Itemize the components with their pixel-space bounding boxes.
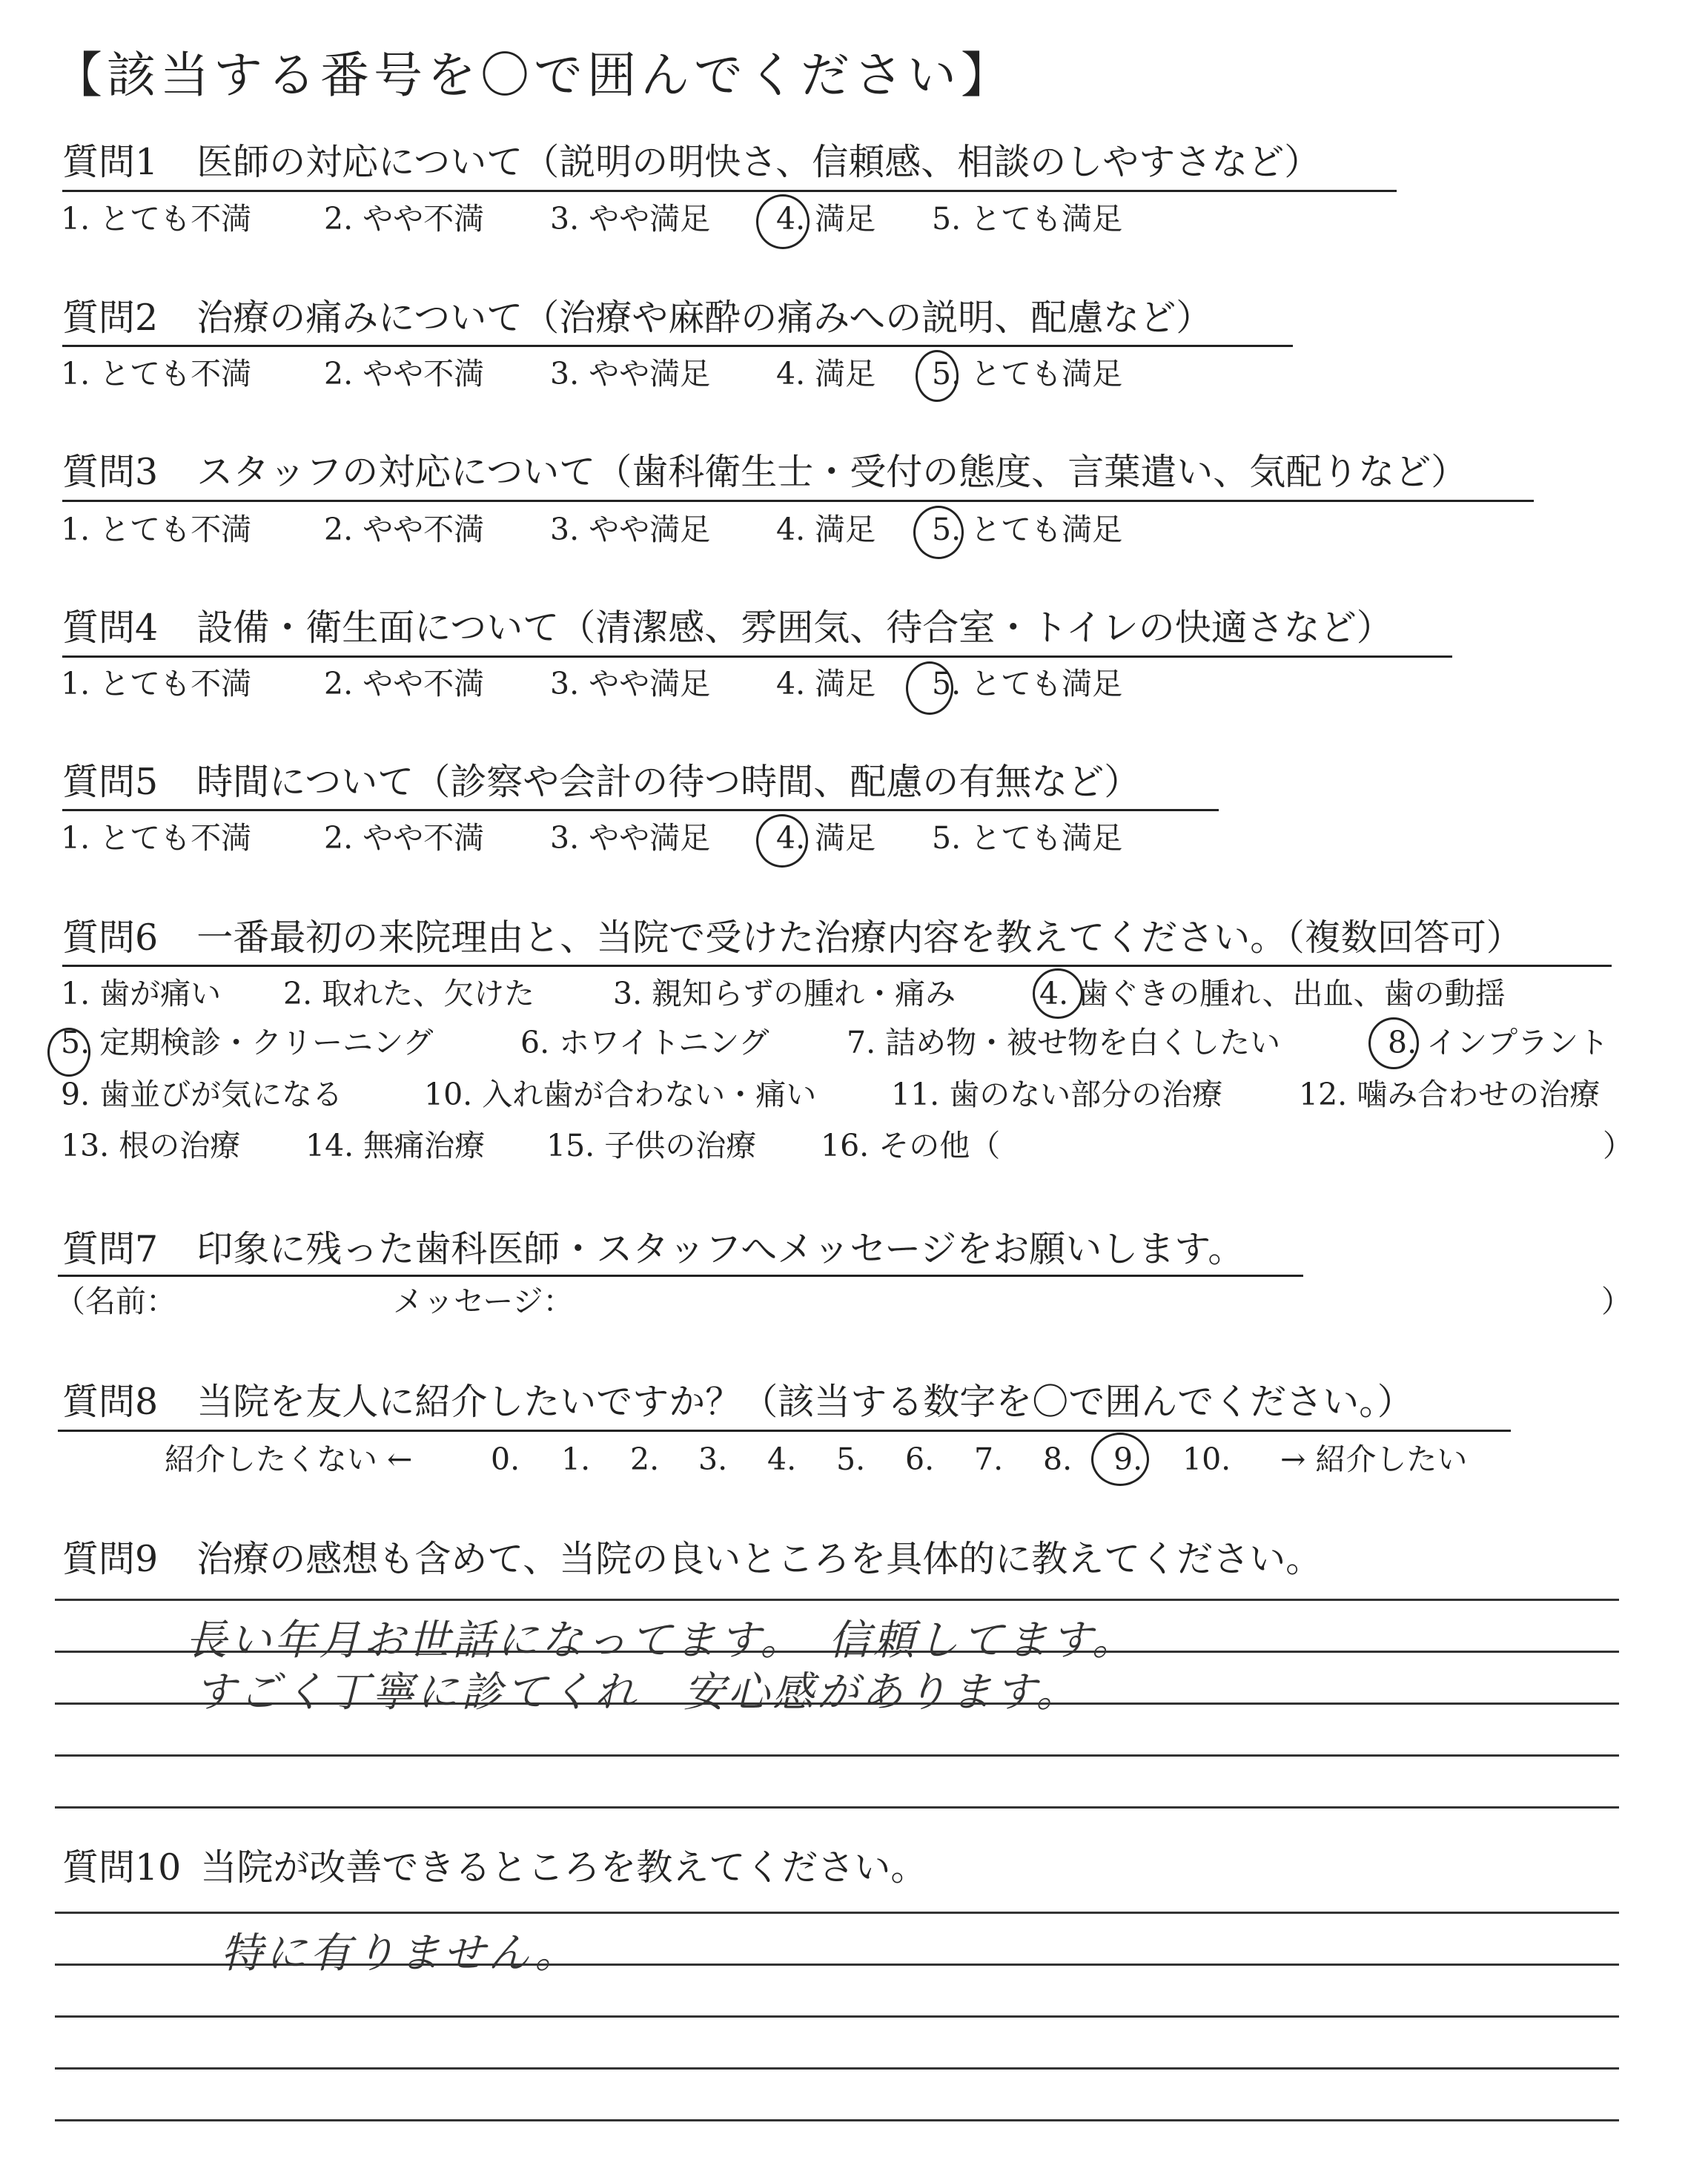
q2-option-1[interactable]: 1. とても不満 [61,356,252,392]
q8-text: 当院を友人に紹介したいですか？（該当する数字を〇で囲んでください。） [196,1381,1414,1423]
q3-option-4[interactable]: 4. 満足 [776,512,876,547]
q9-handwritten-line-1: 長い年月お世話になってます。 信頼してます。 [185,1616,1137,1665]
q8-option-5[interactable]: 5. [836,1441,866,1477]
q8-option-7[interactable]: 7. [974,1441,1004,1477]
q9-write-line-1 [55,1599,1619,1601]
q1-underline [62,190,1397,192]
q7-message-label: メッセージ： [393,1284,574,1319]
q8-underline [58,1430,1511,1432]
q8-option-0[interactable]: 0. [491,1441,520,1477]
q5-option-3[interactable]: 3. やや満足 [550,820,711,856]
q10-write-line-4 [55,2067,1619,2070]
q6-option-12[interactable]: 12. 噛み合わせの治療 [1299,1077,1601,1112]
q8-option-2[interactable]: 2. [630,1441,660,1477]
q9-write-line-5 [55,1806,1619,1809]
q4-option-2[interactable]: 2. やや不満 [324,666,485,701]
q2-option-3[interactable]: 3. やや満足 [550,356,711,392]
q6-option-3[interactable]: 3. 親知らずの腫れ・痛み [613,976,956,1011]
q6-other-close: ） [1603,1128,1633,1163]
q7-underline [58,1275,1303,1277]
q6-text: 一番最初の来院理由と、当院で受けた治療内容を教えてください。（複数回答可） [196,916,1523,959]
q6-option-10[interactable]: 10. 入れ歯が合わない・痛い [424,1077,817,1112]
q8-answer-circle [1091,1433,1149,1486]
q8-option-1[interactable]: 1. [561,1441,591,1477]
q7-name-label: （名前： [55,1284,176,1319]
q6-option-7[interactable]: 7. 詰め物・被せ物を白くしたい [847,1025,1281,1060]
q7-heading [62,1228,1245,1270]
q2-label: 質問2 [62,297,159,339]
q3-answer-circle [913,506,964,559]
q10-write-line-1 [55,1912,1619,1914]
q1-label: 質問1 [62,141,159,183]
q6-option-9[interactable]: 9. 歯並びが気になる [61,1077,343,1112]
q6-option-4[interactable]: 4. 歯ぐきの腫れ、出血、歯の動揺 [1039,976,1506,1011]
q2-option-4[interactable]: 4. 満足 [776,356,876,392]
q6-option-6[interactable]: 6. ホワイトニング [520,1025,769,1060]
q6-answer-circle-5 [47,1028,90,1077]
q7-label: 質問7 [62,1228,159,1270]
q3-option-3[interactable]: 3. やや満足 [550,512,711,547]
q4-label: 質問4 [62,607,159,649]
q10-text: 当院が改善できるところを教えてください。 [200,1846,927,1889]
q6-option-14[interactable]: 14. 無痛治療 [305,1128,486,1163]
q6-option-8[interactable]: 8. インプラント [1388,1025,1609,1060]
q9-handwritten-line-2: すごく丁寧に診てくれ 安心感があります。 [194,1668,1081,1717]
q4-option-3[interactable]: 3. やや満足 [550,666,711,701]
q2-heading [62,297,1213,339]
q5-label: 質問5 [62,761,159,803]
q3-label: 質問3 [62,451,159,493]
q8-label: 質問8 [62,1381,159,1423]
q5-option-5[interactable]: 5. とても満足 [932,820,1123,856]
q6-option-5[interactable]: 5. 定期検診・クリーニング [61,1025,434,1060]
q2-text: 治療の痛みについて（治療や麻酔の痛みへの説明、配慮など） [196,297,1213,339]
q8-option-9[interactable]: 9. [1113,1441,1143,1477]
q5-option-1[interactable]: 1. とても不満 [61,820,252,856]
q8-option-10[interactable]: 10. [1182,1441,1231,1477]
q4-text: 設備・衛生面について（清潔感、雰囲気、待合室・トイレの快適さなど） [196,607,1393,649]
q7-close-paren: ） [1601,1284,1632,1319]
q10-write-line-5 [55,2119,1619,2121]
q4-option-4[interactable]: 4. 満足 [776,666,876,701]
q1-option-5[interactable]: 5. とても満足 [932,201,1123,237]
q6-option-15[interactable]: 15. 子供の治療 [546,1128,757,1163]
q6-underline [62,965,1612,967]
q6-label: 質問6 [62,916,159,959]
q10-handwritten-line-1: 特に有りません。 [221,1929,580,1978]
q5-heading [62,761,1141,803]
q6-answer-circle-4 [1033,968,1083,1019]
q3-underline [62,500,1534,502]
q1-option-2[interactable]: 2. やや不満 [324,201,485,237]
q3-heading [62,451,1468,493]
q7-text: 印象に残った歯科医師・スタッフへメッセージをお願いします。 [196,1228,1245,1270]
q6-option-16[interactable]: 16. その他（ [821,1128,1001,1163]
q6-option-2[interactable]: 2. 取れた、欠けた [283,976,535,1011]
q3-text: スタッフの対応について（歯科衛生士・受付の態度、言葉遣い、気配りなど） [196,451,1468,493]
q9-text: 治療の感想も含めて、当院の良いところを具体的に教えてください。 [196,1538,1323,1580]
q9-label: 質問9 [62,1538,159,1580]
q8-option-8[interactable]: 8. [1043,1441,1073,1477]
q2-answer-circle [916,350,959,402]
q6-heading [62,916,1523,959]
q2-underline [62,345,1293,347]
q8-option-3[interactable]: 3. [698,1441,728,1477]
q1-option-3[interactable]: 3. やや満足 [550,201,711,237]
q1-text: 医師の対応について（説明の明快さ、信頼感、相談のしやすさなど） [196,141,1321,183]
q5-text: 時間について（診察や会計の待つ時間、配慮の有無など） [196,761,1141,803]
q6-option-11[interactable]: 11. 歯のない部分の治療 [891,1077,1223,1112]
q2-option-2[interactable]: 2. やや不満 [324,356,485,392]
q4-heading [62,607,1393,649]
q9-heading [62,1538,1323,1580]
q5-underline [62,809,1219,811]
q10-heading [62,1846,927,1889]
q4-option-1[interactable]: 1. とても不満 [61,666,252,701]
q8-right-label: → 紹介したい [1280,1441,1468,1477]
q8-option-4[interactable]: 4. [767,1441,797,1477]
q1-heading [62,141,1321,183]
q6-answer-circle-8 [1368,1017,1419,1069]
q1-answer-circle [756,194,810,249]
q2-option-5[interactable]: 5. とても満足 [932,356,1123,392]
q8-left-label: 紹介したくない ← [165,1441,413,1477]
q1-option-4[interactable]: 4. 満足 [776,201,876,237]
q4-answer-circle [906,661,953,715]
q3-option-5[interactable]: 5. とても満足 [932,512,1123,547]
q10-write-line-3 [55,2015,1619,2018]
q3-option-1[interactable]: 1. とても不満 [61,512,252,547]
q4-option-5[interactable]: 5. とても満足 [932,666,1123,701]
q3-option-2[interactable]: 2. やや不満 [324,512,485,547]
q8-option-6[interactable]: 6. [905,1441,935,1477]
q9-write-line-4 [55,1754,1619,1757]
q10-label: 質問10 [62,1846,182,1889]
q8-heading [62,1381,1414,1423]
q5-option-2[interactable]: 2. やや不満 [324,820,485,856]
q6-option-13[interactable]: 13. 根の治療 [61,1128,241,1163]
q1-option-1[interactable]: 1. とても不満 [61,201,252,237]
q6-option-1[interactable]: 1. 歯が痛い [61,976,222,1011]
page-title: 【該当する番号を〇で囲んでください】 [53,47,1014,104]
q4-underline [62,655,1452,658]
q5-option-4[interactable]: 4. 満足 [776,820,876,856]
q5-answer-circle [756,814,808,868]
